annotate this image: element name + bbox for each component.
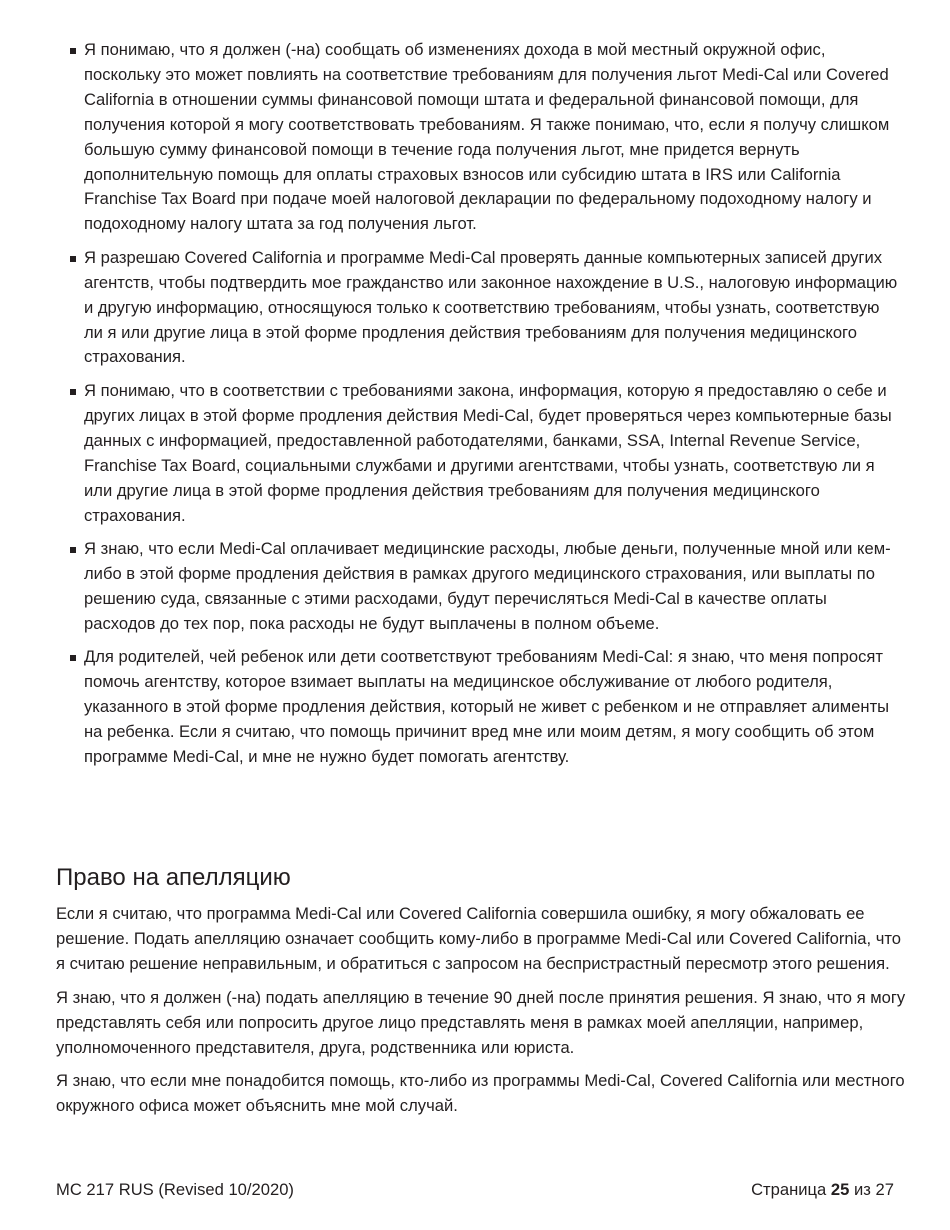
list-item-text: Для родителей, чей ребенок или дети соответствуют требованиям Medi-Cal: я знаю, что меня попросят помочь агентству, которое взимает выплаты на медицинское обслуживание от любого родителя, указанного в этой форме продления действия, который не живет с ребенком и не отправляет алименты на ребенка. Если я считаю, что помощь причинит вред мне или моим детям, я могу сообщить об этом программе Medi-Cal, и мне не нужно будет помогать агентству.: [84, 647, 890, 766]
form-id: MC 217 RUS (Revised 10/2020): [56, 1180, 294, 1199]
section-body: [56, 902, 906, 1128]
list-item: [70, 537, 900, 637]
section-heading: Право на апелляцию: [56, 864, 291, 891]
list-item-text: Я знаю, что если Medi-Cal оплачивает медицинские расходы, любые деньги, полученные мной или кем-либо в этой форме продления действия в рамках другого медицинского страхования, или выплаты по решению суда, связанные с этими расходами, будут перечисляться Medi-Cal в качестве оплаты расходов до тех пор, пока расходы не будут выплачены в полном объеме.: [84, 539, 891, 633]
square-bullet-icon: [70, 655, 76, 661]
list-item-text: Я понимаю, что в соответствии с требованиями закона, информация, которую я предоставляю о себе и других лицах в этой форме продления действия Medi-Cal, будет проверяться через компьютерные базы данных с информацией, предоставленной работодателями, банками, SSA, Internal Revenue Service, Franchise Tax Board, социальными службами и другими агентствами, чтобы узнать, соответствую ли я или другие лица в этой форме продления действия требованиям для получения медицинского страхования.: [84, 380, 892, 525]
square-bullet-icon: [70, 389, 76, 395]
page-prefix: Страница: [751, 1180, 827, 1199]
list-item-text: Я разрешаю Covered California и программе Medi-Cal проверять данные компьютерных записей других агентств, чтобы подтвердить мое гражданство или законное нахождение в U.S., налоговую информацию и другую информацию, относящуюся только к соответствию требованиям, чтобы узнать, соответствую ли я или другие лица в этой форме продления действия требованиям для получения медицинского страхования.: [84, 247, 898, 367]
page-total: 27: [875, 1180, 894, 1199]
square-bullet-icon: [70, 547, 76, 553]
list-item-text: Я понимаю, что я должен (-на) сообщать об изменениях дохода в мой местный окружной офис, поскольку это может повлиять на соответствие требованиям для получения льгот Medi-Cal или Covered California в отношении суммы финансовой помощи штата и федеральной финансовой помощи, для получения которой я могу соответствовать требованиям. Я также понимаю, что, если я получу слишком большую сумму финансовой помощи в течение года получения льгот, мне придется вернуть дополнительную помощь для оплаты страховых взносов или субсидию штата в IRS или California Franchise Tax Board при подаче моей налоговой декларации по федеральному подоходному налогу и подоходному налогу штата за год получения льгот.: [84, 40, 890, 234]
page-separator: из: [854, 1180, 871, 1199]
paragraph: Я знаю, что я должен (-на) подать апелляцию в течение 90 дней после принятия решения. Я знаю, что я могу представлять себя или попросить другое лицо представлять меня в рамках моей апелляции, например, уполномоченного представителя, друга, родственника или юриста.: [56, 987, 906, 1057]
list-item: [70, 38, 900, 237]
page-number: [751, 1178, 894, 1202]
paragraph: Если я считаю, что программа Medi-Cal или Covered California совершила ошибку, я могу обжаловать ее решение. Подать апелляцию означает сообщить кому-либо в программе Medi-Cal или Covered California, что я считаю решение неправильным, и обратиться с запросом на беспристрастный пересмотр этого решения.: [56, 904, 901, 973]
paragraph: Я знаю, что если мне понадобится помощь, кто-либо из программы Medi-Cal, Covered California или местного окружного офиса может объяснить мне мой случай.: [56, 1071, 905, 1116]
list-item: [70, 645, 900, 770]
list-item: [70, 246, 900, 371]
acknowledgement-list: [70, 38, 900, 778]
square-bullet-icon: [70, 256, 76, 262]
page-current: 25: [830, 1180, 850, 1199]
list-item: [70, 379, 900, 528]
square-bullet-icon: [70, 48, 76, 54]
